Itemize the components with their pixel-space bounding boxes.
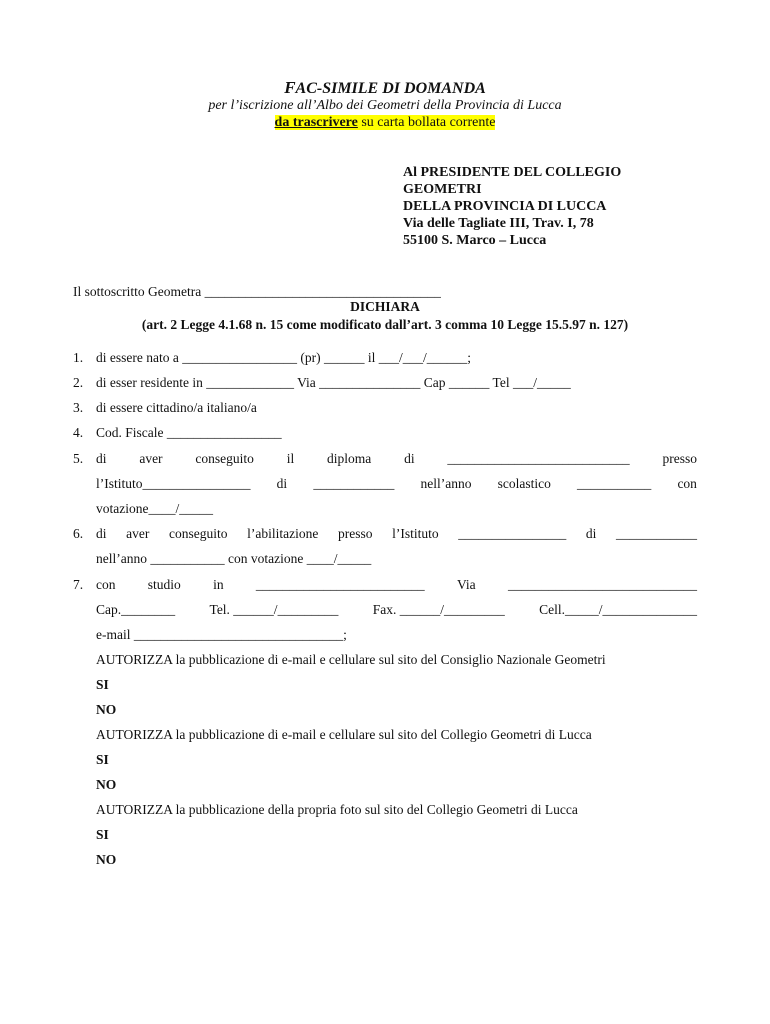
- item-number: 7.: [73, 577, 84, 592]
- item-number: 4.: [73, 425, 84, 440]
- item-license-line: di aver conseguito l’abilitazione presso l’Istituto ________________ di ____________: [96, 526, 697, 541]
- item-number: 6.: [73, 526, 84, 541]
- option-no: NO: [96, 777, 117, 792]
- item-studio-line: con studio in _________________________ Via ____________________________: [96, 577, 697, 592]
- item-number: 3.: [73, 400, 84, 415]
- option-si: SI: [96, 677, 109, 692]
- option-no: NO: [96, 852, 117, 867]
- address-line: Al PRESIDENTE DEL COLLEGIO: [403, 165, 622, 180]
- address-line: DELLA PROVINCIA DI LUCCA: [403, 199, 607, 214]
- sottoscritto-line: Il sottoscritto Geometra ___________________________________: [73, 284, 441, 299]
- option-si: SI: [96, 827, 109, 842]
- address-line: GEOMETRI: [403, 182, 482, 197]
- address-line: Via delle Tagliate III, Trav. I, 78: [403, 216, 594, 231]
- document-subtitle: per l’iscrizione all’Albo dei Geometri della Provincia di Lucca: [208, 98, 562, 113]
- item-diploma-school-line: l’Istituto________________ di ____________ nell’anno scolastico ___________ con: [96, 476, 697, 491]
- item-fiscal-code: Cod. Fiscale _________________: [96, 425, 282, 440]
- item-citizenship: di essere cittadino/a italiano/a: [96, 400, 257, 415]
- option-si: SI: [96, 752, 109, 767]
- item-number: 5.: [73, 451, 84, 466]
- dichiara-heading: DICHIARA: [350, 299, 420, 314]
- transcription-note: da trascrivere su carta bollata corrente: [274, 115, 496, 130]
- highlighted-text: da trascrivere: [274, 115, 358, 130]
- item-birth: di essere nato a _________________ (pr) ______ il ___/___/______;: [96, 350, 471, 365]
- item-contacts-line: Cap.________ Tel. ______/_________ Fax. ______/_________ Cell._____/______________: [96, 602, 697, 617]
- authorization-cng: AUTORIZZA la pubblicazione di e-mail e cellulare sul sito del Consiglio Nazionale Geometri: [96, 652, 606, 667]
- item-license-year: nell’anno ___________ con votazione ____/_____: [96, 551, 372, 566]
- item-number: 2.: [73, 375, 84, 390]
- address-line: 55100 S. Marco – Lucca: [403, 233, 547, 248]
- authorization-collegio: AUTORIZZA la pubblicazione di e-mail e cellulare sul sito del Collegio Geometri di Lucca: [96, 727, 592, 742]
- document-title: FAC-SIMILE DI DOMANDA: [284, 78, 486, 97]
- item-number: 1.: [73, 350, 84, 365]
- item-diploma-line: di aver conseguito il diploma di ___________________________ presso: [96, 451, 697, 466]
- item-residence: di esser residente in _____________ Via _______________ Cap ______ Tel ___/_____: [96, 375, 571, 390]
- authorization-photo: AUTORIZZA la pubblicazione della propria foto sul sito del Collegio Geometri di Lucca: [96, 802, 578, 817]
- option-no: NO: [96, 702, 117, 717]
- item-email: e-mail _______________________________;: [96, 627, 347, 642]
- law-reference: (art. 2 Legge 4.1.68 n. 15 come modificato dall’art. 3 comma 10 Legge 15.5.97 n. 127): [141, 317, 629, 332]
- item-diploma-grade: votazione____/_____: [96, 501, 213, 516]
